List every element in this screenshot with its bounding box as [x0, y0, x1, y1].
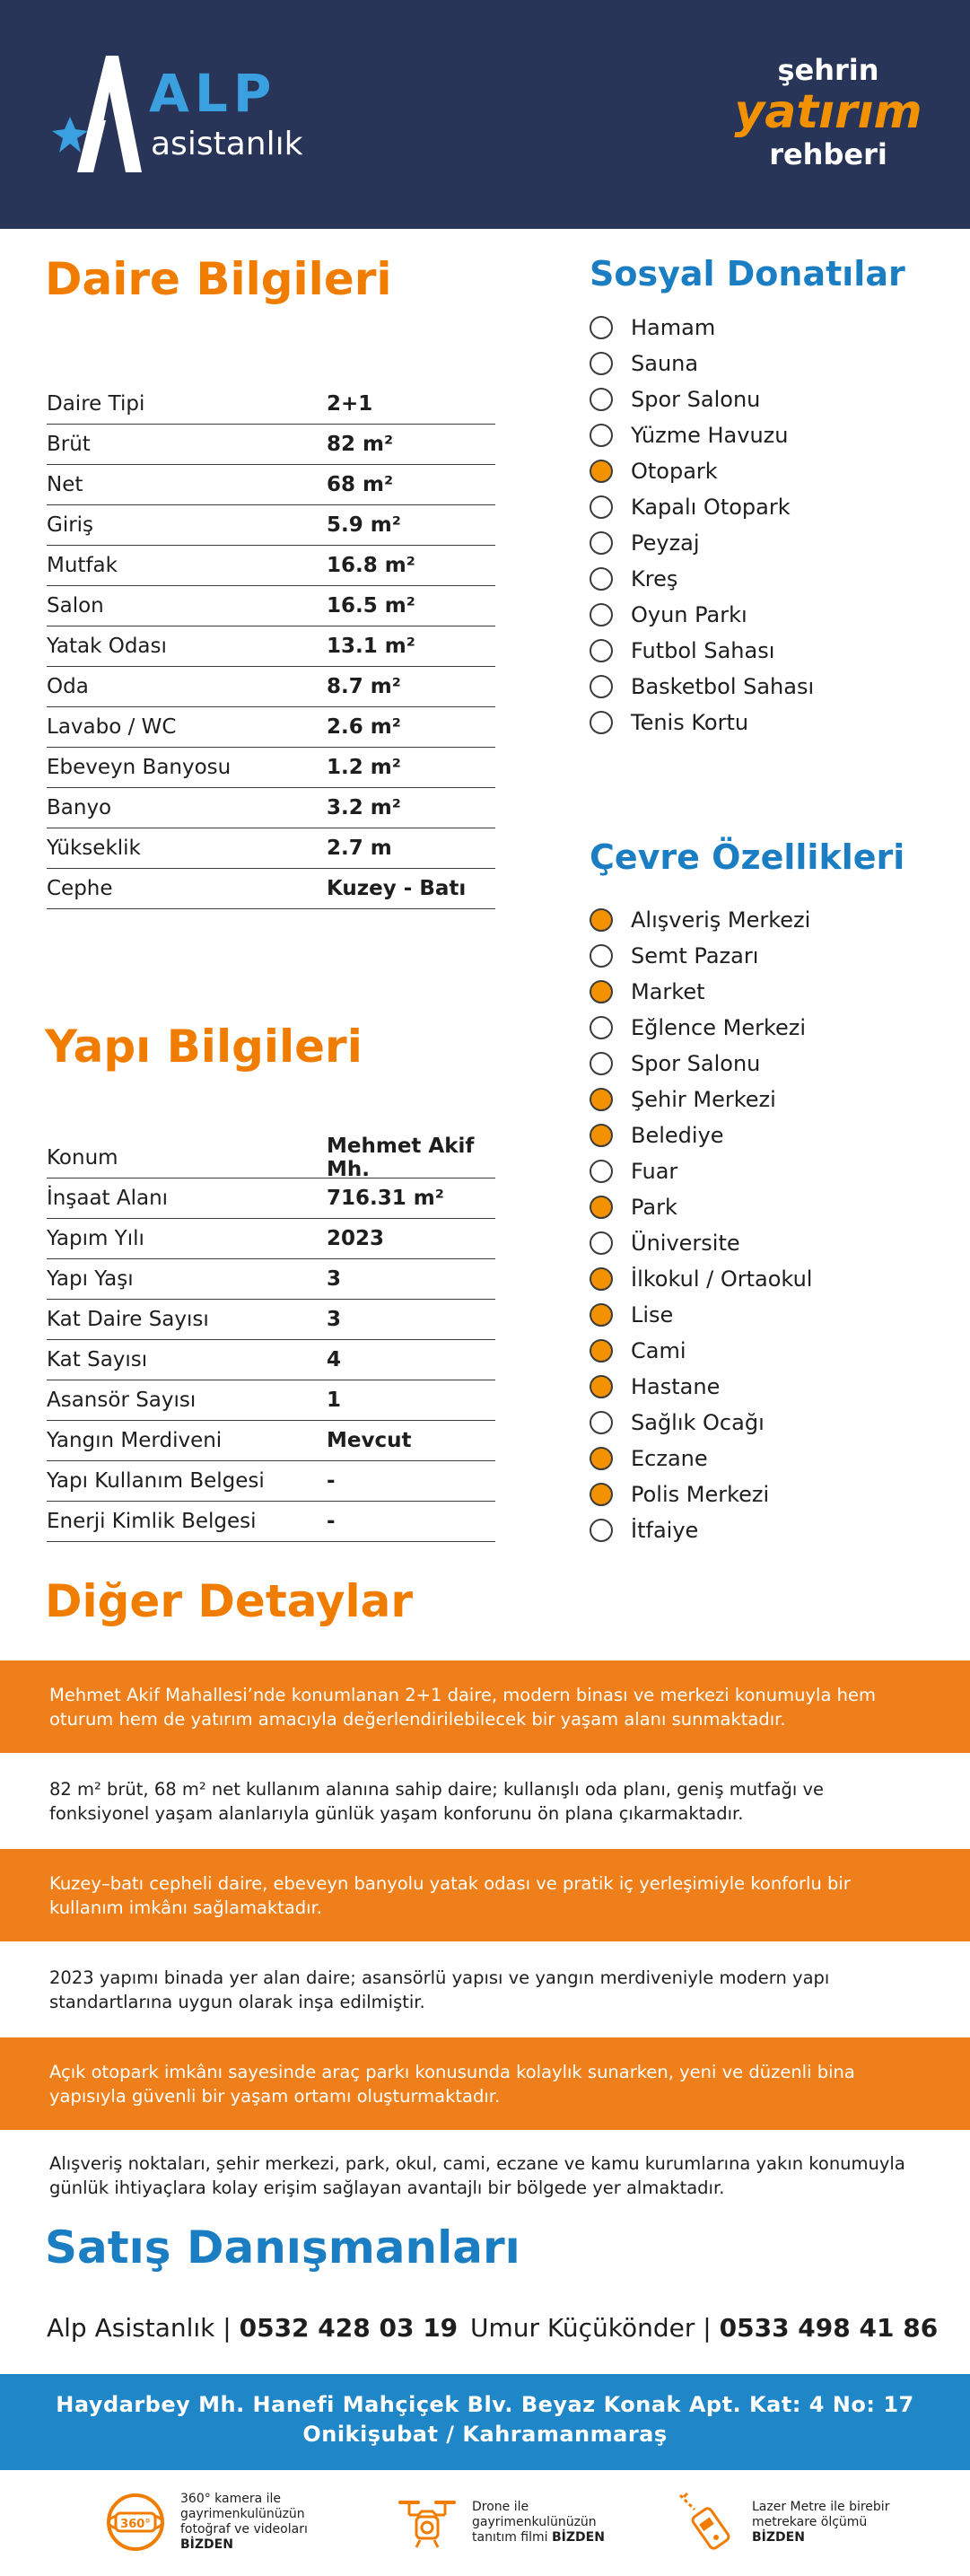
feature-laser-meter: [675, 2477, 896, 2567]
contact-separator: |: [695, 2313, 720, 2343]
checklist-label: Cami: [631, 1338, 686, 1363]
contact-name: Umur Küçükönder: [470, 2313, 695, 2343]
contact-umur-kucukonder: [470, 2313, 938, 2343]
info-row: [47, 1178, 495, 1219]
checklist-item: [590, 1512, 948, 1548]
info-label: Yapı Kullanım Belgesi: [47, 1469, 265, 1493]
logo-alp-text: ALP: [149, 63, 277, 124]
contact-phone-link[interactable]: 0533 498 41 86: [719, 2313, 939, 2343]
checklist-label: Eczane: [631, 1446, 708, 1471]
logo-sub-text: asistanlık: [151, 126, 303, 162]
yapi-title: Yapı Bilgileri: [45, 1021, 363, 1073]
checklist-label: Üniversite: [631, 1231, 740, 1256]
checklist-label: Fuar: [631, 1159, 678, 1184]
info-row: [47, 1502, 495, 1542]
checklist-label: Tenis Kortu: [631, 710, 749, 735]
daire-table: [47, 384, 495, 909]
info-label: İnşaat Alanı: [47, 1187, 169, 1210]
unchecked-circle-icon: [590, 1016, 613, 1039]
checked-circle-icon: [590, 1375, 613, 1398]
detail-text: 82 m² brüt, 68 m² net kullanım alanına sahip daire; kullanışlı oda planı, geniş mutfağı ve fonksiyonel yaşam alanlarıyla günlük yaşam konforunu ön plana çıkarmaktadır.: [49, 1778, 825, 1824]
info-row: [47, 788, 495, 828]
unchecked-circle-icon: [590, 603, 613, 626]
detail-text: 2023 yapımı binada yer alan daire; asansörlü yapısı ve yangın merdiveniyle modern yapı standartlarına uygun olarak inşa edilmiştir.: [49, 1967, 830, 2012]
info-label: Lavabo / WC: [47, 715, 177, 739]
logo-a-star-icon: [43, 56, 142, 172]
info-value: 1: [327, 1389, 342, 1412]
camera-360-label: 360°: [120, 2518, 151, 2531]
info-value: -: [327, 1469, 336, 1493]
info-row: [47, 707, 495, 748]
info-row: [47, 505, 495, 546]
info-label: Cephe: [47, 877, 113, 900]
detail-paragraph-5: [0, 2037, 970, 2130]
checklist-label: Alışveriş Merkezi: [631, 907, 811, 933]
checklist-item: [590, 346, 948, 381]
checklist-label: Spor Salonu: [631, 387, 761, 412]
checklist-item: [590, 1369, 948, 1405]
unchecked-circle-icon: [590, 567, 613, 591]
info-row: [47, 1219, 495, 1259]
checklist-item: [590, 525, 948, 561]
camera-360-icon: [103, 2490, 168, 2554]
contact-alp-asistanlik: [47, 2313, 458, 2343]
checked-circle-icon: [590, 1303, 613, 1327]
checklist-label: Kreş: [631, 566, 678, 591]
checked-circle-icon: [590, 908, 613, 932]
checked-circle-icon: [590, 1339, 613, 1362]
info-label: Konum: [47, 1146, 118, 1170]
checklist-label: İtfaiye: [631, 1518, 699, 1543]
detail-text: Açık otopark imkânı sayesinde araç parkı konusunda kolaylık sunarken, yeni ve düzenli bina yapısıyla güvenli bir yaşam ortamı oluşturmaktadır.: [49, 2061, 855, 2107]
checklist-item: [590, 561, 948, 597]
unchecked-circle-icon: [590, 1231, 613, 1255]
checklist-item: [590, 1333, 948, 1369]
checklist-label: Spor Salonu: [631, 1051, 761, 1076]
company-logo[interactable]: [43, 56, 330, 172]
checklist-label: Park: [631, 1195, 677, 1220]
info-value: 5.9 m²: [327, 513, 401, 537]
checklist-item: [590, 1046, 948, 1082]
checklist-label: Otopark: [631, 459, 718, 484]
unchecked-circle-icon: [590, 316, 613, 339]
info-label: Giriş: [47, 513, 94, 537]
info-value: -: [327, 1510, 336, 1533]
info-row: [47, 465, 495, 505]
unchecked-circle-icon: [590, 495, 613, 519]
detail-paragraph-2: [0, 1755, 970, 1847]
checklist-label: Futbol Sahası: [631, 638, 775, 663]
info-label: Enerji Kimlik Belgesi: [47, 1510, 257, 1533]
info-value: 2.7 m: [327, 837, 392, 860]
feature-drone: [395, 2477, 616, 2567]
checklist-label: Şehir Merkezi: [631, 1087, 776, 1112]
laser-meter-icon: [675, 2490, 739, 2554]
info-label: Ebeveyn Banyosu: [47, 756, 232, 779]
unchecked-circle-icon: [590, 1160, 613, 1183]
info-label: Mutfak: [47, 554, 118, 577]
checklist-label: Kapalı Otopark: [631, 495, 791, 520]
unchecked-circle-icon: [590, 675, 613, 698]
info-value: 3: [327, 1308, 342, 1331]
info-row: [47, 384, 495, 425]
checked-circle-icon: [590, 1088, 613, 1111]
info-value: Mevcut: [327, 1429, 412, 1452]
checklist-label: Polis Merkezi: [631, 1482, 770, 1507]
feature-text: [472, 2500, 616, 2545]
checklist-label: İlkokul / Ortaokul: [631, 1266, 813, 1292]
detail-paragraph-3: [0, 1849, 970, 1941]
feature-360-camera: [103, 2477, 324, 2567]
checklist-item: [590, 902, 948, 938]
unchecked-circle-icon: [590, 1411, 613, 1434]
feature-desc: Lazer Metre ile birebir metrekare ölçümü: [752, 2499, 890, 2529]
info-value: 4: [327, 1348, 342, 1371]
checklist-label: Semt Pazarı: [631, 943, 759, 968]
info-label: Yapı Yaşı: [47, 1267, 134, 1291]
unchecked-circle-icon: [590, 388, 613, 411]
info-label: Yangın Merdiveni: [47, 1429, 223, 1452]
checklist-item: [590, 489, 948, 525]
cevre-list: [590, 902, 948, 1548]
checked-circle-icon: [590, 1483, 613, 1506]
info-value: 82 m²: [327, 433, 394, 456]
info-row: [47, 586, 495, 626]
unchecked-circle-icon: [590, 531, 613, 555]
feature-text: [180, 2492, 324, 2553]
info-value: 3.2 m²: [327, 796, 401, 819]
checklist-item: [590, 1476, 948, 1512]
checklist-item: [590, 1010, 948, 1046]
info-label: Banyo: [47, 796, 112, 819]
checklist-label: Market: [631, 979, 705, 1004]
slogan-line-1: şehrin: [777, 53, 879, 87]
info-row: [47, 1461, 495, 1502]
checklist-item: [590, 1117, 948, 1153]
info-label: Yapım Yılı: [47, 1227, 144, 1250]
address-bar: [0, 2374, 970, 2470]
info-value: 16.5 m²: [327, 594, 415, 618]
detail-paragraph-6: [0, 2132, 970, 2220]
info-label: Yatak Odası: [47, 635, 167, 658]
feature-desc: Drone ile gayrimenkulünüzün tanıtım filmi: [472, 2499, 597, 2545]
checklist-label: Lise: [631, 1302, 674, 1327]
checklist-item: [590, 1297, 948, 1333]
checklist-item: [590, 1225, 948, 1261]
contact-name: Alp Asistanlık: [47, 2313, 215, 2343]
checklist-item: [590, 310, 948, 346]
checklist-label: Basketbol Sahası: [631, 674, 815, 699]
info-row: [47, 1380, 495, 1421]
info-row: [47, 748, 495, 788]
info-value: Mehmet Akif Mh.: [327, 1135, 475, 1181]
info-label: Daire Tipi: [47, 392, 145, 416]
info-label: Kat Sayısı: [47, 1348, 148, 1371]
detail-paragraph-1: [0, 1660, 970, 1753]
detail-paragraph-4: [0, 1943, 970, 2036]
info-label: Salon: [47, 594, 104, 618]
drone-icon: [395, 2490, 459, 2554]
sosyal-title: Sosyal Donatılar: [590, 254, 905, 294]
info-row: [47, 626, 495, 667]
checklist-item: [590, 669, 948, 705]
checklist-label: Peyzaj: [631, 530, 700, 556]
address-line-1: Haydarbey Mh. Hanefi Mahçiçek Blv. Beyaz Konak Apt. Kat: 4 No: 17: [56, 2392, 914, 2417]
checklist-item: [590, 1082, 948, 1117]
checklist-item: [590, 597, 948, 633]
checklist-label: Yüzme Havuzu: [631, 423, 789, 448]
info-value: 3: [327, 1267, 342, 1291]
checked-circle-icon: [590, 1124, 613, 1147]
satis-title: Satış Danışmanları: [45, 2221, 520, 2274]
checklist-item: [590, 705, 948, 740]
checklist-item: [590, 938, 948, 974]
info-row: [47, 1259, 495, 1300]
feature-desc: 360° kamera ile gayrimenkulünüzün fotoğraf ve videoları: [180, 2492, 308, 2537]
page-header: [0, 0, 970, 229]
unchecked-circle-icon: [590, 352, 613, 375]
info-row: [47, 1340, 495, 1380]
info-value: 16.8 m²: [327, 554, 415, 577]
info-value: Kuzey - Batı: [327, 877, 467, 900]
checklist-item: [590, 974, 948, 1010]
unchecked-circle-icon: [590, 711, 613, 734]
checklist-item: [590, 381, 948, 417]
slogan: [730, 54, 927, 171]
checklist-item: [590, 453, 948, 489]
slogan-line-2: yatırım: [734, 85, 922, 139]
checklist-item: [590, 1441, 948, 1476]
info-row: [47, 425, 495, 465]
checklist-item: [590, 633, 948, 669]
info-label: Kat Daire Sayısı: [47, 1308, 209, 1331]
info-label: Oda: [47, 675, 89, 698]
yapi-table: [47, 1135, 495, 1542]
cevre-title: Çevre Özellikleri: [590, 837, 905, 877]
checked-circle-icon: [590, 1447, 613, 1470]
info-row: [47, 1421, 495, 1461]
checklist-label: Belediye: [631, 1123, 724, 1148]
checklist-label: Sauna: [631, 351, 699, 376]
checklist-label: Hamam: [631, 315, 716, 340]
info-value: 1.2 m²: [327, 756, 401, 779]
info-row: [47, 1300, 495, 1340]
info-row: [47, 1135, 495, 1181]
unchecked-circle-icon: [590, 1052, 613, 1075]
checked-circle-icon: [590, 980, 613, 1003]
slogan-line-3: rehberi: [769, 137, 887, 171]
info-value: 2+1: [327, 392, 373, 416]
info-value: 2.6 m²: [327, 715, 401, 739]
detail-text: Alışveriş noktaları, şehir merkezi, park, okul, cami, eczane ve kamu kurumlarına yakın konumuyla günlük ihtiyaçlara kolay erişim sağlayan avantajlı bir bölgede yer almaktadır.: [49, 2153, 905, 2198]
feature-bold: BİZDEN: [752, 2529, 805, 2545]
contact-separator: |: [214, 2313, 240, 2343]
address-line-2: Onikişubat / Kahramanmaraş: [302, 2422, 668, 2447]
detail-text: Mehmet Akif Mahallesi’nde konumlanan 2+1 daire, modern binası ve merkezi konumuyla hem oturum hem de yatırım amacıyla değerlendirilebilecek bir yaşam alanı sunmaktadır.: [49, 1684, 876, 1730]
info-value: 2023: [327, 1227, 385, 1250]
checklist-label: Oyun Parkı: [631, 602, 747, 627]
info-row: [47, 828, 495, 869]
unchecked-circle-icon: [590, 639, 613, 662]
diger-title: Diğer Detaylar: [45, 1575, 414, 1627]
unchecked-circle-icon: [590, 1519, 613, 1542]
info-value: 716.31 m²: [327, 1187, 444, 1210]
checklist-item: [590, 1261, 948, 1297]
unchecked-circle-icon: [590, 424, 613, 447]
contact-phone-link[interactable]: 0532 428 03 19: [239, 2313, 459, 2343]
info-value: 68 m²: [327, 473, 394, 496]
checked-circle-icon: [590, 460, 613, 483]
checked-circle-icon: [590, 1196, 613, 1219]
daire-title: Daire Bilgileri: [45, 253, 392, 305]
info-row: [47, 869, 495, 909]
checklist-item: [590, 417, 948, 453]
info-label: Asansör Sayısı: [47, 1389, 197, 1412]
feature-bold: BİZDEN: [180, 2537, 233, 2552]
info-label: Net: [47, 473, 83, 496]
feature-bold: BİZDEN: [552, 2529, 605, 2545]
checklist-item: [590, 1153, 948, 1189]
checklist-item: [590, 1405, 948, 1441]
detail-text: Kuzey–batı cepheli daire, ebeveyn banyolu yatak odası ve pratik iç yerleşimiyle konforlu bir kullanım imkânı sağlamaktadır.: [49, 1872, 851, 1918]
info-value: 13.1 m²: [327, 635, 415, 658]
info-row: [47, 667, 495, 707]
checklist-item: [590, 1189, 948, 1225]
sosyal-list: [590, 310, 948, 740]
checked-circle-icon: [590, 1267, 613, 1291]
info-row: [47, 546, 495, 586]
checklist-label: Hastane: [631, 1374, 721, 1399]
feature-text: [752, 2500, 896, 2545]
checklist-label: Sağlık Ocağı: [631, 1410, 765, 1435]
unchecked-circle-icon: [590, 944, 613, 968]
info-label: Yükseklik: [47, 837, 141, 860]
info-value: 8.7 m²: [327, 675, 401, 698]
checklist-label: Eğlence Merkezi: [631, 1015, 807, 1040]
info-label: Brüt: [47, 433, 91, 456]
